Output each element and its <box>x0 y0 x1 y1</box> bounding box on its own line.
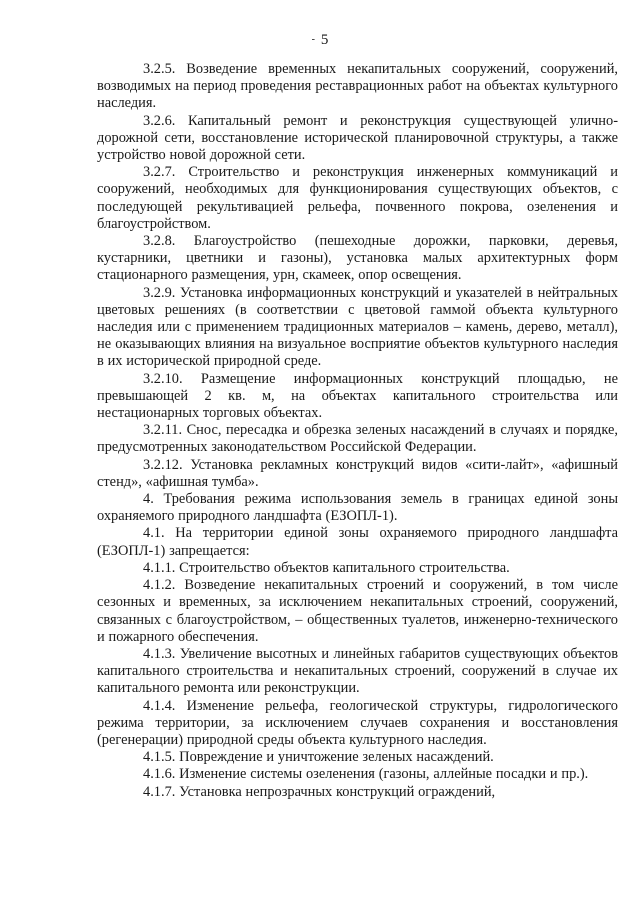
paragraph-4-1-7: 4.1.7. Установка непрозрачных конструкций ограждений, <box>143 783 496 800</box>
paragraph-4-1: 4.1. На территории единой зоны охраняемого природного ландшафта (ЕЗОПЛ-1) запрещается: <box>97 525 618 559</box>
paragraph-3-2-5: 3.2.5. Возведение временных некапитальных сооружений, сооружений, возводимых на период проведения реставрационных работ на объектах культурного наследия. <box>97 61 618 112</box>
paragraph-4-1-3: 4.1.3. Увеличение высотных и линейных габаритов существующих объектов капитального строительства и некапитальных строений, сооружений в случае их капитального ремонта или реконструкции. <box>97 645 618 697</box>
paragraph-3-2-8: 3.2.8. Благоустройство (пешеходные дорожки, парковки, деревья, кустарники, цветники и газоны), установка малых архитектурных форм стационарного размещения, урн, скамеек, опор освещения. <box>97 233 618 284</box>
paragraph-4-1-4: 4.1.4. Изменение рельефа, геологической структуры, гидрологического режима территории, за исключением случаев сохранения и восстановления (регенерации) природной среды объекта культурного наследия. <box>97 697 618 748</box>
paragraph-4-1-5: 4.1.5. Повреждение и уничтожение зеленых насаждений. <box>143 749 494 766</box>
paragraph-4: 4. Требования режима использования земель в границах единой зоны охраняемого природного ландшафта (ЕЗОПЛ-1). <box>97 491 618 525</box>
paragraph-3-2-12: 3.2.12. Установка рекламных конструкций видов «сити-лайт», «афишный стенд», «афишная тумба». <box>97 456 618 490</box>
paragraph-3-2-7: 3.2.7. Строительство и реконструкция инженерных коммуникаций и сооружений, необходимых для функционирования существующих объектов, с последующей рекультивацией рельефа, почвенного покрова, озеленения и благоустройством. <box>97 164 618 232</box>
page-number-value: 5 <box>320 32 329 48</box>
paragraph-3-2-9: 3.2.9. Установка информационных конструкций и указателей в нейтральных цветовых решениях (в соответствии с цветовой гаммой объекта культурного наследия или с применением традиционных материалов – камень, дерево, металл), не оказывающих влияния на визуальное восприятие объектов культурного наследия в их исторической природной среде. <box>97 284 618 370</box>
page-number-mark: - <box>311 34 315 45</box>
paragraph-3-2-11: 3.2.11. Снос, пересадка и обрезка зеленых насаждений в случаях и порядке, предусмотренных законодательством Российской Федерации. <box>97 422 618 456</box>
paragraph-3-2-10: 3.2.10. Размещение информационных конструкций площадью, не превышающей 2 кв. м, на объектах капитального строительства или нестационарных торговых объектах. <box>97 370 618 422</box>
page-number <box>0 31 640 49</box>
paragraph-3-2-6: 3.2.6. Капитальный ремонт и реконструкция существующей улично-дорожной сети, восстановление исторической планировочной структуры, а также устройство новой дорожной сети. <box>97 112 618 164</box>
paragraph-4-1-2: 4.1.2. Возведение некапитальных строений и сооружений, в том числе сезонных и временных, за исключением некапитальных строений, сооружений, связанных с благоустройством, – общественных туалетов, инженерно-технического и пожарного обеспечения. <box>97 577 618 645</box>
paragraph-4-1-6: 4.1.6. Изменение системы озеленения (газоны, аллейные посадки и пр.). <box>143 766 589 783</box>
document-body <box>97 61 618 801</box>
paragraph-4-1-1: 4.1.1. Строительство объектов капитального строительства. <box>143 559 510 576</box>
